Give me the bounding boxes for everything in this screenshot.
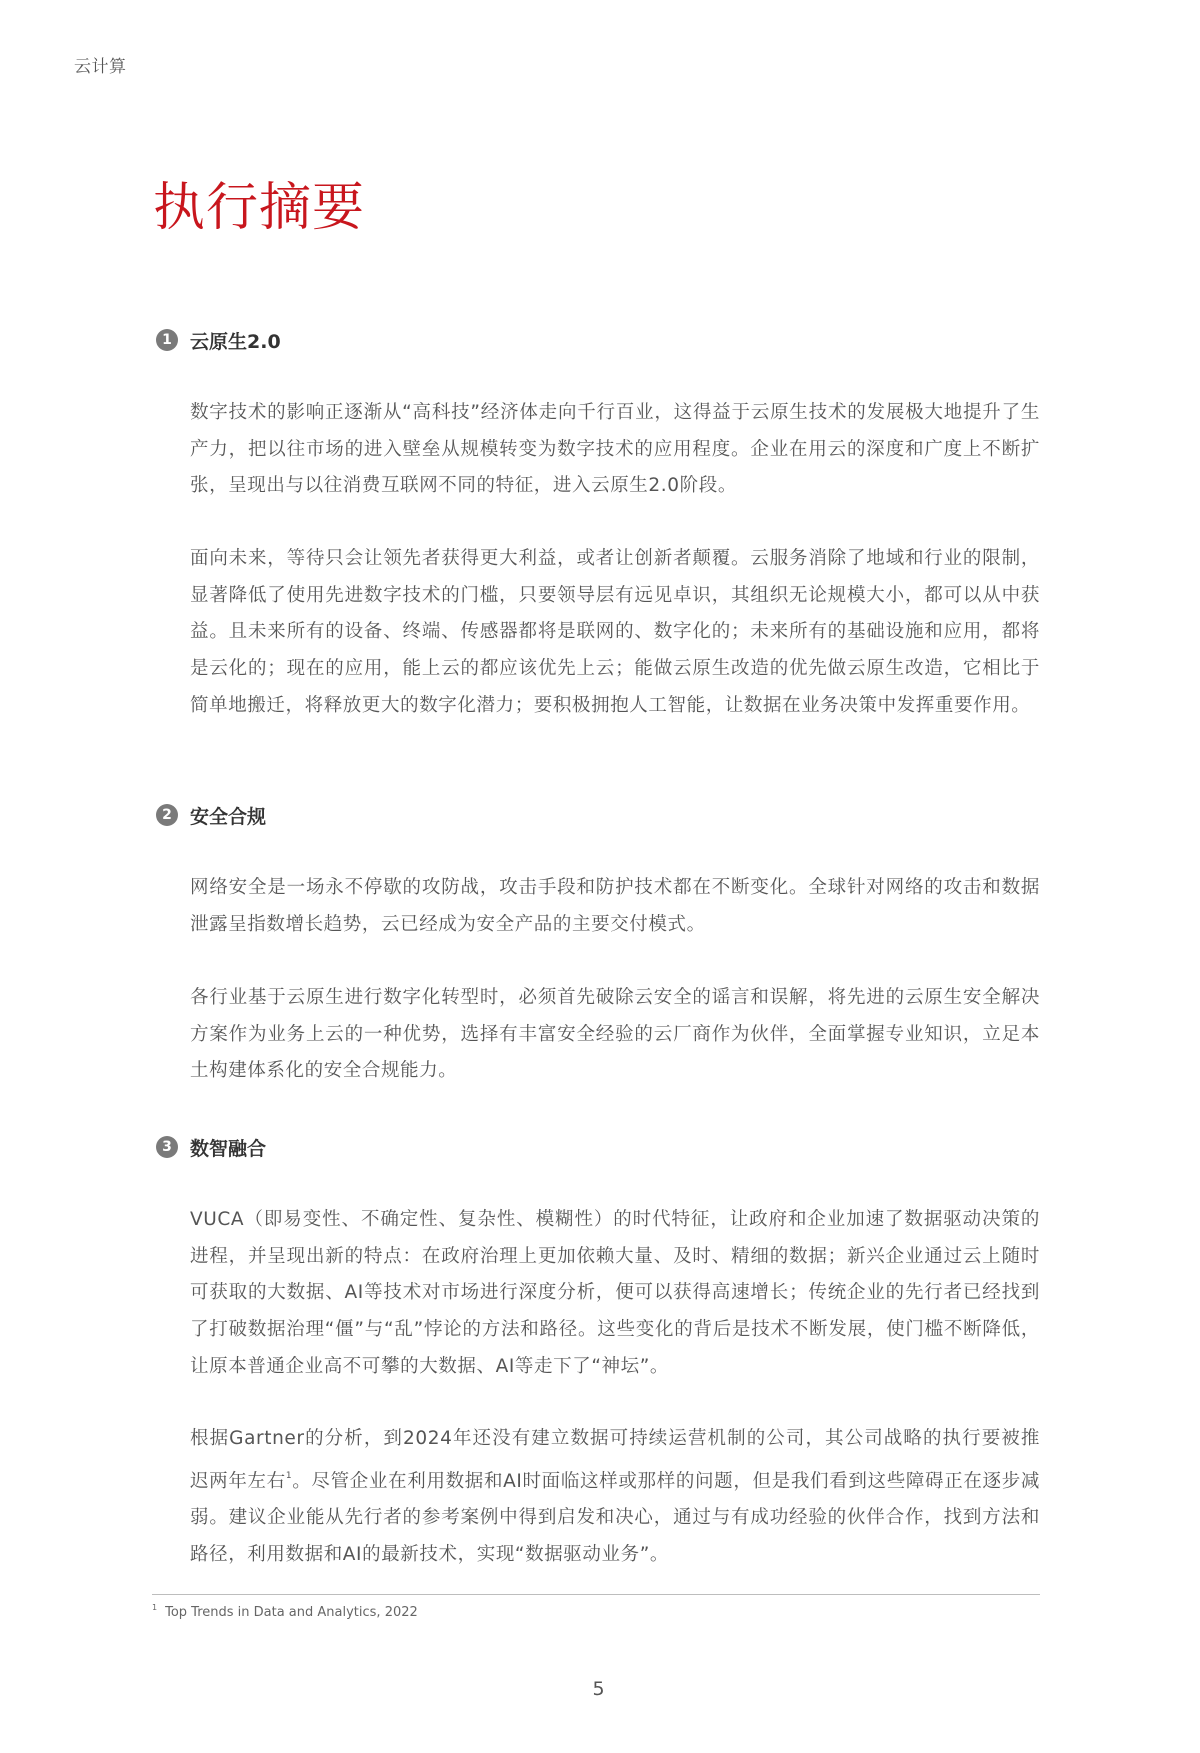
- section-heading-cloud-native: [156, 328, 281, 352]
- paragraph: VUCA（即易变性、不确定性、复杂性、模糊性）的时代特征，让政府和企业加速了数据驱动决策的进程，并呈现出新的特点：在政府治理上更加依赖大量、及时、精细的数据；新兴企业通过云上随时可获取的大数据、AI等技术对市场进行深度分析，便可以获得高速增长；传统企业的先行者已经找到了打破数据治理“僵”与“乱”悖论的方法和路径。这些变化的背后是技术不断发展，使门槛不断降低，让原本普通企业高不可攀的大数据、AI等走下了“神坛”。: [190, 1209, 1040, 1377]
- section-heading-data-intelligence: [156, 1135, 266, 1159]
- footnote-reference[interactable]: 1: [285, 1470, 293, 1481]
- footnote-text: Top Trends in Data and Analytics, 2022: [165, 1605, 418, 1620]
- page-title: 执行摘要: [153, 178, 366, 238]
- paragraph-text: 根据Gartner的分析，到2024年还没有建立数据可持续运营机制的公司，其公司战略的执行要被推迟两年左右: [190, 1428, 1040, 1492]
- number-badge-icon: 1: [156, 329, 178, 351]
- number-badge-icon: 2: [156, 804, 178, 826]
- running-header: 云计算: [74, 57, 127, 77]
- section-heading-text: 安全合规: [190, 805, 267, 828]
- footnote: [152, 1603, 418, 1620]
- paragraph: [190, 1421, 1040, 1574]
- paragraph: 数字技术的影响正逐渐从“高科技”经济体走向千行百业，这得益于云原生技术的发展极大地提升了生产力，把以往市场的进入壁垒从规模转变为数字技术的应用程度。企业在用云的深度和广度上不断扩张，呈现出与以往消费互联网不同的特征，进入云原生2.0阶段。: [190, 402, 1040, 497]
- number-badge-icon: 3: [156, 1136, 178, 1158]
- footnote-marker: 1: [152, 1603, 158, 1612]
- paragraph: 面向未来，等待只会让领先者获得更大利益，或者让创新者颠覆。云服务消除了地域和行业的限制，显著降低了使用先进数字技术的门槛，只要领导层有远见卓识，其组织无论规模大小，都可以从中获益。且未来所有的设备、终端、传感器都将是联网的、数字化的；未来所有的基础设施和应用，都将是云化的；现在的应用，能上云的都应该优先上云；能做云原生改造的优先做云原生改造，它相比于简单地搬迁，将释放更大的数字化潜力；要积极拥抱人工智能，让数据在业务决策中发挥重要作用。: [190, 548, 1040, 716]
- section-heading-security-compliance: [156, 803, 266, 827]
- paragraph: 各行业基于云原生进行数字化转型时，必须首先破除云安全的谣言和误解，将先进的云原生安全解决方案作为业务上云的一种优势，选择有丰富安全经验的云厂商作为伙伴，全面掌握专业知识，立足本土构建体系化的安全合规能力。: [190, 987, 1040, 1082]
- paragraph-text: 。尽管企业在利用数据和AI时面临这样或那样的问题，但是我们看到这些障碍正在逐步减弱。建议企业能从先行者的参考案例中得到启发和决心，通过与有成功经验的伙伴合作，找到方法和路径，利用数据和AI的最新技术，实现“数据驱动业务”。: [190, 1470, 1040, 1566]
- section-heading-text: 云原生2.0: [190, 330, 281, 353]
- footnote-divider: [152, 1594, 1040, 1595]
- paragraph: 网络安全是一场永不停歇的攻防战，攻击手段和防护技术都在不断变化。全球针对网络的攻击和数据泄露呈指数增长趋势，云已经成为安全产品的主要交付模式。: [190, 877, 1040, 935]
- page-number: 5: [592, 1678, 605, 1700]
- section-heading-text: 数智融合: [190, 1137, 267, 1160]
